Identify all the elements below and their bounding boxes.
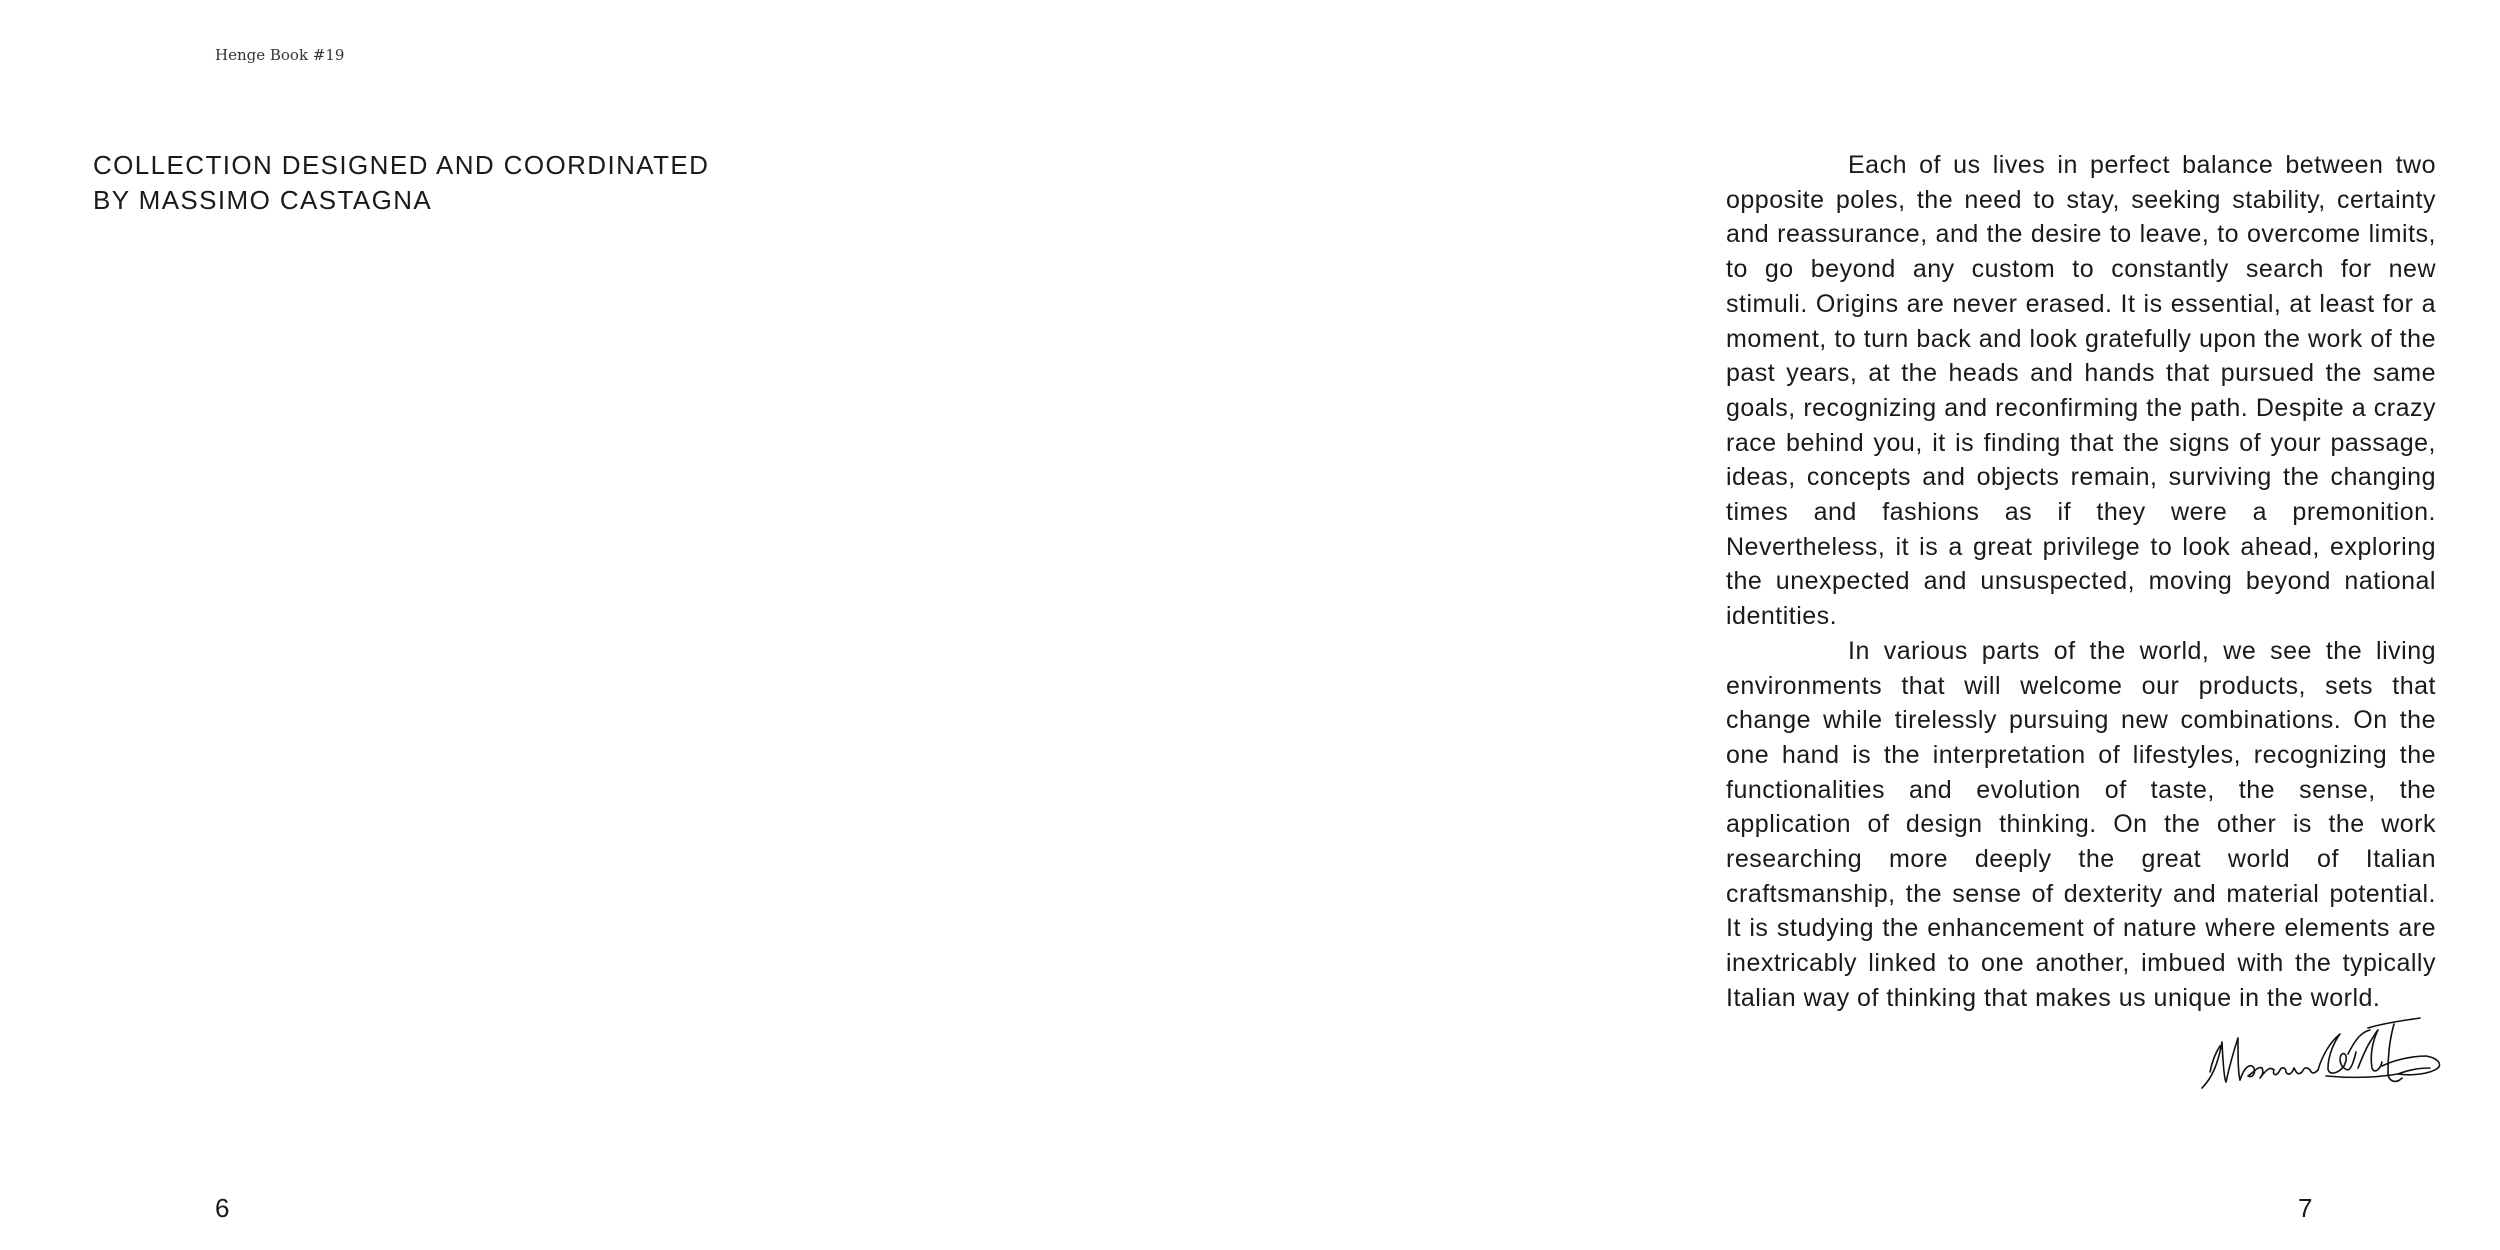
running-head: Henge Book #19 [215,46,345,64]
body-paragraph-1: Each of us lives in perfect balance between two opposite poles, the need to stay, seeking stability, certainty and reassurance, and the desire to leave, to overcome limits, to go beyond any custom to constantly search for new stimuli. Origins are never erased. It is essential, at least for a moment, to turn back and look gratefully upon the work of the past years, at the heads and hands that pursued the same goals, recognizing and reconfirming the path. Despite a crazy race behind you, it is finding that the signs of your passage, ideas, concepts and objects remain, surviving the changing times and fashions as if they were a premonition. Nevertheless, it is a great privilege to look ahead, exploring the unexpected and unsuspected, moving beyond national identities. [1726,151,2436,631]
page-number-right: 7 [2298,1193,2313,1223]
heading-line-2: BY MASSIMO CASTAGNA [93,185,433,215]
heading-line-1: COLLECTION DESIGNED AND COORDINATED [93,150,710,180]
collection-heading [93,148,813,218]
page-number-left: 6 [215,1193,230,1223]
signature-icon [2198,1012,2443,1092]
body-paragraph-2: In various parts of the world, we see the living environments that will welcome our products, sets that change while tirelessly pursuing new combinations. On the one hand is the interpretation of lifestyles, recognizing the functionalities and evolution of taste, the sense, the application of design thinking. On the other is the work researching more deeply the great world of Italian craftsmanship, the sense of dexterity and material potential. It is studying the enhancement of nature where elements are inextricably linked to one another, imbued with the typically Italian way of thinking that makes us unique in the world. [1726,636,2436,1012]
body-text [1726,148,2436,1016]
